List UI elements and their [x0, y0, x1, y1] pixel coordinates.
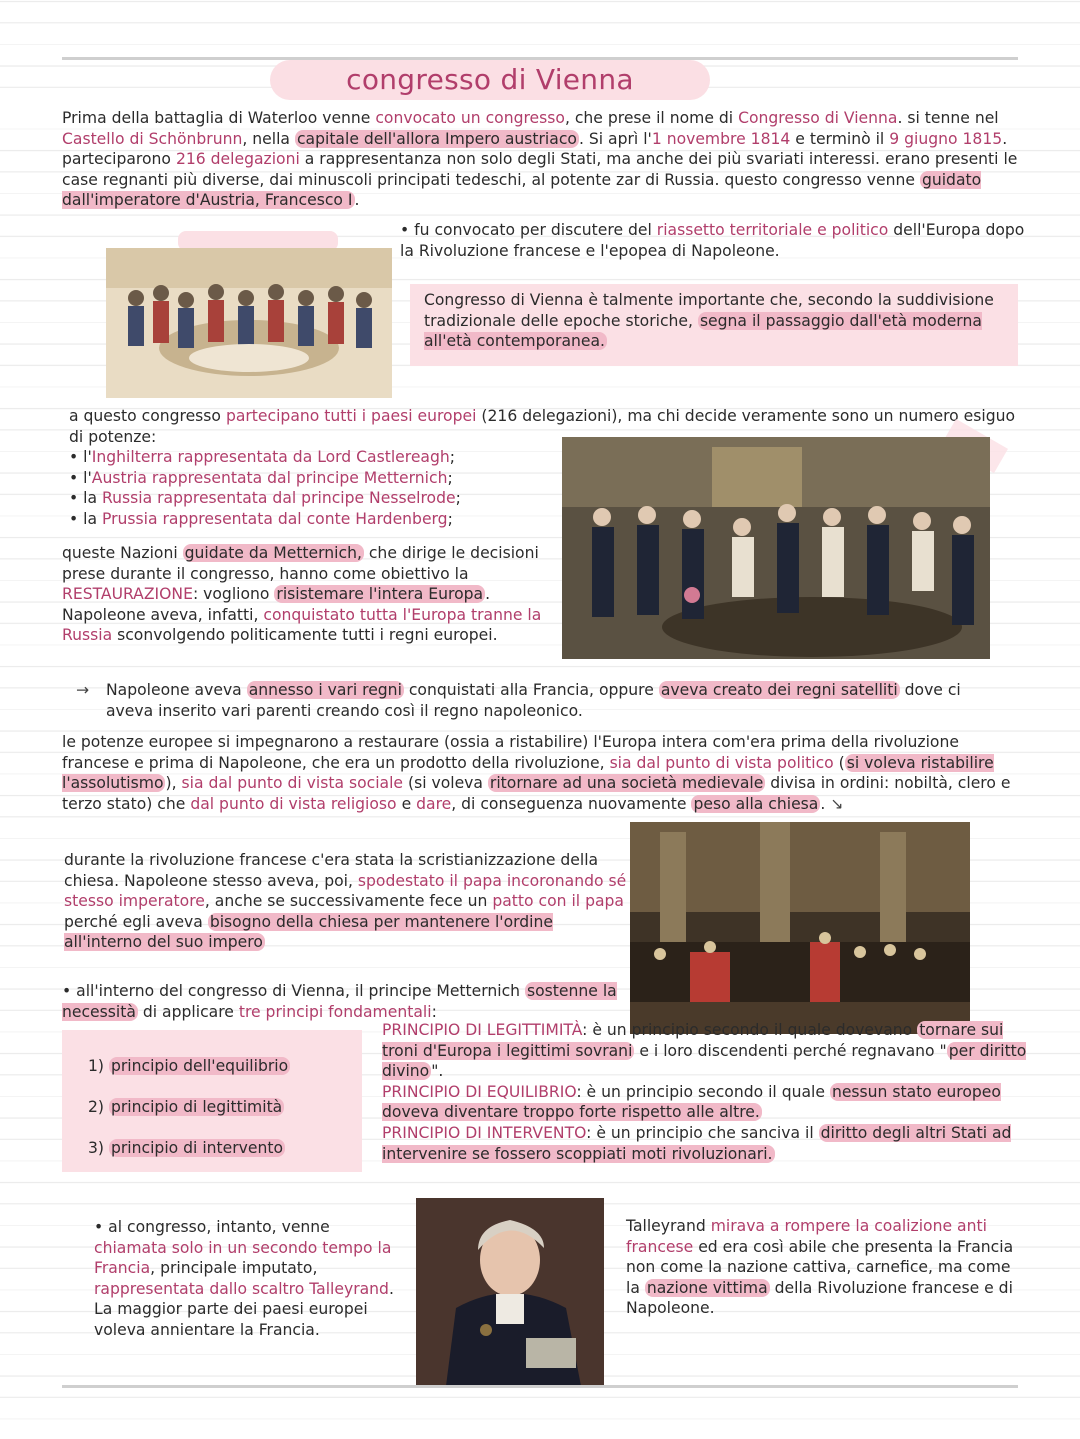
list-item: 2) principio di legittimità: [88, 1098, 283, 1116]
purpose-paragraph: • fu convocato per discutere del riassetto territoriale e politico dell'Europa dopo la Rivoluzione francese e l'epopea di Napoleone.: [400, 221, 1025, 260]
congress-engraving-image: [106, 248, 392, 398]
curved-arrow-icon: ↘: [830, 794, 844, 813]
principle-equilibrium: PRINCIPIO DI EQUILIBRIO: è un principio secondo il quale nessun stato europeo doveva diventare troppo forte rispetto alle altre.: [382, 1082, 1001, 1122]
principles-list: [88, 1046, 358, 1169]
page-title: congresso di Vienna: [346, 63, 634, 96]
church-paragraph: durante la rivoluzione francese c'era stata la scristianizzazione della chiesa. Napoleone stesso aveva, poi, spodestato il papa incoronando sé stesso imperatore, anche se successivamente fece un patto con il papa perché egli aveva bisogno della chiesa per mantenere l'ordine all'interno del suo impero: [64, 851, 627, 952]
principles-definitions: [382, 1020, 1030, 1164]
list-item: • l'Inghilterra rappresentata da Lord Castlereagh;: [69, 448, 456, 466]
annexed-paragraph: Napoleone aveva annesso i vari regni conquistati alla Francia, oppure aveva creato dei regni satelliti dove ci aveva inserito vari parenti creando così il regno napoleonico.: [106, 681, 961, 720]
list-item: • l'Austria rappresentata dal principe Metternich;: [69, 468, 453, 487]
bottom-divider: [62, 1385, 1018, 1388]
list-item: 3) principio di intervento: [88, 1139, 284, 1157]
talleyrand-paragraph: Talleyrand mirava a rompere la coalizione anti francese ed era così abile che presenta la Francia non come la nazione cattiva, carnefice, ma come la nazione vittima della Rivoluzione francese e di Napoleone.: [626, 1217, 1014, 1318]
participants-paragraph: a questo congresso partecipano tutti i paesi europei (216 delegazioni), ma chi decide veramente sono un numero esiguo di potenze:: [69, 407, 1016, 446]
list-item: 1) principio dell'equilibrio: [88, 1057, 289, 1075]
france-paragraph: • al congresso, intanto, venne chiamata solo in un secondo tempo la Francia, principale imputato, rappresentata dallo scaltro Talleyrand. La maggior parte dei paesi europei voleva annientare la Francia.: [94, 1218, 394, 1339]
list-item: • la Prussia rappresentata dal conte Hardenberg;: [69, 509, 453, 528]
list-item: • la Russia rappresentata dal principe Nesselrode;: [69, 489, 461, 508]
arrow-icon: →: [76, 681, 90, 699]
restoration-paragraph: queste Nazioni guidate da Metternich, che dirige le decisioni prese durante il congresso, hanno come obiettivo la RESTAURAZIONE: vogliono risistemare l'intera Europa . Napoleone aveva, infatti, conquistato tutta l'Europa tranne la Russia sconvolgendo politicamente tutti i regni europei.: [62, 544, 542, 645]
powers-paragraph: le potenze europee si impegnarono a restaurare (ossia a ristabilire) l'Europa intera com'era prima della rivoluzione francese e prima di Napoleone, che era un prodotto della rivoluzione, sia dal punto di vista politico ( si voleva ristabilire l'assolutismo ), sia dal punto di vista sociale (si voleva ritornare ad una società medievale divisa in ordini: nobiltà, clero e terzo stato) che dal punto di vista religioso e dare, di conseguenza nuovamente peso alla chiesa . ↘: [62, 733, 1011, 813]
intro-paragraph: Prima della battaglia di Waterloo venne convocato un congresso, che prese il nome di Congresso di Vienna. si tenne nel Castello di Schönbrunn, nella capitale dell'allora Impero austriaco . Si aprì l'1 novembre 1814 e terminò il 9 giugno 1815. parteciparono 216 delegazioni a rappresentanza non solo degli Stati, ma anche dei più svariati interessi. erano presenti le case regnanti più diverse, dai minuscoli principati tedeschi, al potente zar di Russia. questo congresso venne guidato dall'imperatore d'Austria, Francesco I .: [62, 109, 1018, 210]
principles-intro-paragraph: • all'interno del congresso di Vienna, il principe Metternich sostenne la necessità di applicare tre principi fondamentali:: [62, 982, 617, 1021]
principle-legitimacy: PRINCIPIO DI LEGITTIMITÀ: è un principio secondo il quale dovevano tornare sui troni d'Europa i legittimi sovrani e i loro discendenti perché regnavano " per diritto divino ".: [382, 1021, 1027, 1081]
powers-list: [69, 447, 559, 529]
importance-paragraph: Congresso di Vienna è talmente importante che, secondo la suddivisione tradizionale delle epoche storiche, segna il passaggio dall'età moderna all'età contemporanea.: [424, 291, 994, 351]
talleyrand-portrait-image: [416, 1198, 604, 1386]
congress-painting-image: [562, 437, 990, 659]
coronation-painting-image: [630, 822, 970, 1034]
principle-intervention: PRINCIPIO DI INTERVENTO: è un principio che sanciva il diritto degli altri Stati ad intervenire se fossero scoppiati moti rivoluzionari.: [382, 1123, 1012, 1163]
